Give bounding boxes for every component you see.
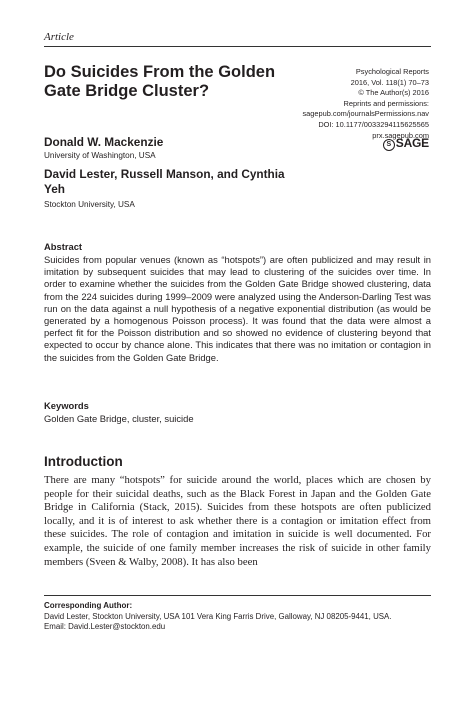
- abstract-heading: Abstract: [44, 241, 83, 252]
- introduction-heading: Introduction: [44, 454, 123, 469]
- publisher-logo: [383, 136, 429, 151]
- keywords-text: Golden Gate Bridge, cluster, suicide: [44, 413, 194, 424]
- introduction-text: There are many “hotspots” for suicide around the world, places which are chosen by people for their suicidal deaths, such as the Black Forest in Japan and the Golden Gate Bridge in California (Stack, 2015). Suicides from these hotspots are often publicized locally, and it is of interest to ask whether there is a contagion or imitation effect from these suicides. The role of contagion and imitation in suicide is well documented. For example, the suicide of one family member increases the risk of suicide in other family members (Sveen & Walby, 2008). It has also been: [44, 474, 431, 568]
- publisher-logo-text: SAGE: [395, 136, 429, 150]
- doi[interactable]: DOI: 10.1177/0033294115625565: [318, 119, 429, 129]
- journal-info: [254, 67, 429, 141]
- copyright: © The Author(s) 2016: [358, 88, 429, 98]
- permissions-link[interactable]: sagepub.com/journalsPermissions.nav: [302, 109, 429, 119]
- footer-rule: [44, 595, 431, 596]
- journal-url[interactable]: prx.sagepub.com: [372, 130, 429, 140]
- corresponding-address: David Lester, Stockton University, USA 101 Vera King Farris Drive, Galloway, NJ 08205-9441, USA.: [44, 612, 392, 621]
- affiliation-2: Stockton University, USA: [44, 200, 135, 209]
- keywords-heading: Keywords: [44, 400, 89, 411]
- sage-s-icon: S: [383, 139, 395, 151]
- author-2: David Lester, Russell Manson, and Cynthia Yeh: [44, 167, 285, 196]
- affiliation-1: University of Washington, USA: [44, 151, 156, 160]
- section-label: Article: [44, 31, 74, 43]
- reprints-label: Reprints and permissions:: [343, 98, 429, 108]
- header-rule: [44, 46, 431, 47]
- corresponding-details: [44, 612, 392, 633]
- abstract-text: Suicides from popular venues (known as “hotspots”) are often publicized and may result in imitation by subsequent suicides that may lead to clustering of the suicides over time. In order to examine whether the suicides from the Golden Gate Bridge showed clustering, data from the 224 suicides during 1999–2009 were analyzed using the Anderson-Darling Test was run on the data against a null hypothesis of a negative exponential distribution (as would be generated by a homogenous Poisson process). It was found that the data were almost a perfect fit for the Poisson distribution and so showed no evidence of clustering beyond that expected to occur by chance alone. This indicates that there was no imitation or contagion in the suicides from the Golden Gate Bridge.: [44, 254, 431, 363]
- corresponding-email[interactable]: Email: David.Lester@stockton.edu: [44, 622, 166, 632]
- article-title: Do Suicides From the Golden Gate Bridge Cluster?: [44, 63, 276, 100]
- journal-volume: 2016, Vol. 118(1) 70–73: [350, 77, 429, 87]
- corresponding-heading: Corresponding Author:: [44, 601, 133, 610]
- author-1: Donald W. Mackenzie: [44, 135, 164, 149]
- journal-name: Psychological Reports: [355, 67, 429, 76]
